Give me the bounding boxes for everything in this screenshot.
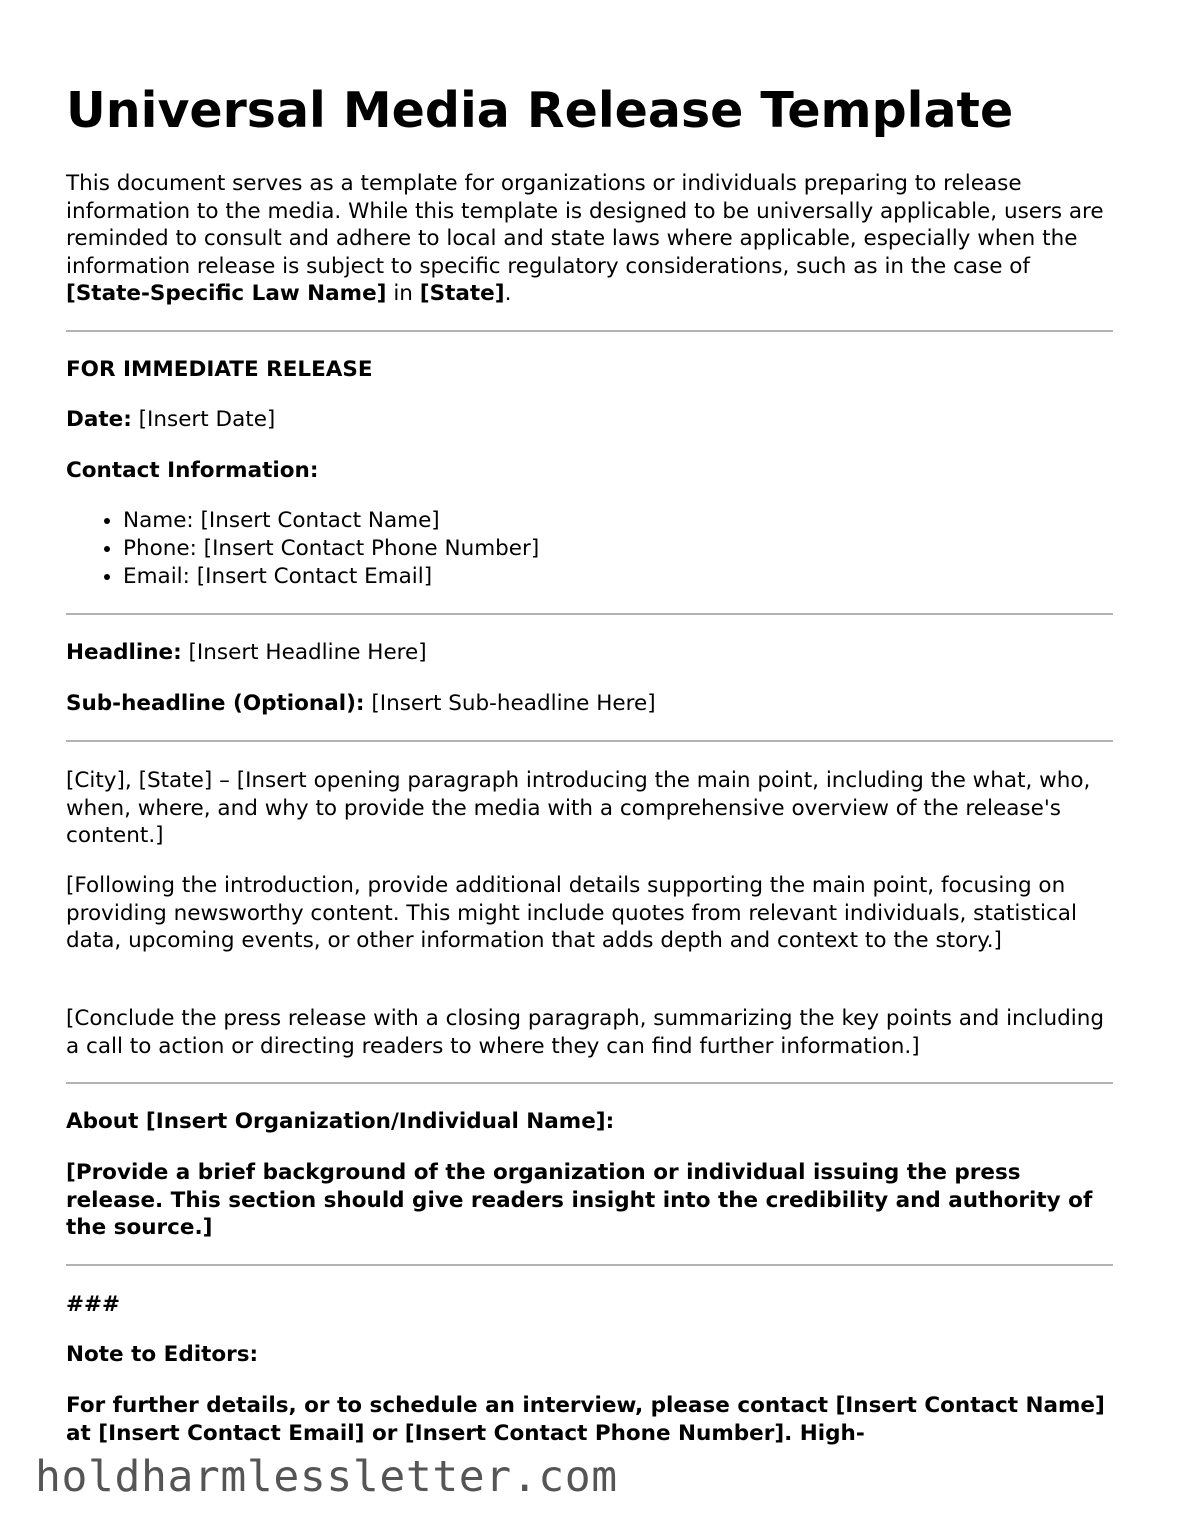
intro-text: This document serves as a template for organizations or individuals preparing to release information to the media. While this template is designed to be universally applicable, users are reminded to consult and adhere to local and state laws where applicable, especially when the information release is subject to specific regulatory considerations, such as in the case of <box>66 171 1104 279</box>
note-heading: Note to Editors: <box>66 1342 259 1367</box>
intro-law-name: [State-Specific Law Name] <box>66 281 387 306</box>
divider <box>66 613 1113 615</box>
contact-name-item: • Name: [Insert Contact Name] <box>123 507 539 535</box>
intro-end: . <box>504 281 512 306</box>
subheadline-value: [Insert Sub-headline Here] <box>364 691 656 716</box>
divider <box>66 740 1113 742</box>
about-text: [Provide a brief background of the organization or individual issuing the press release. This section should give readers insight into the credibility and authority of the source.] <box>66 1160 1093 1240</box>
note-text: For further details, or to schedule an interview, please contact [Insert Contact Name] at [Insert Contact Email] or [Insert Contact Phone Number]. High- <box>66 1393 1105 1446</box>
intro-in: in <box>386 281 420 306</box>
release-heading: FOR IMMEDIATE RELEASE <box>66 357 373 382</box>
headline-label: Headline: <box>66 640 182 665</box>
divider <box>66 1264 1113 1266</box>
intro-paragraph <box>66 170 1113 308</box>
contact-heading: Contact Information: <box>66 458 319 483</box>
headline-line <box>66 639 427 667</box>
subheadline-line <box>66 690 656 718</box>
contact-phone-item: • Phone: [Insert Contact Phone Number] <box>123 535 539 563</box>
about-heading: About [Insert Organization/Individual Name]: <box>66 1109 615 1134</box>
body-paragraph-2: [Following the introduction, provide additional details supporting the main point, focusing on providing newsworthy content. This might include quotes from relevant individuals, statistical data, upcoming events, or other information that adds depth and context to the story.] <box>66 873 1077 953</box>
date-line <box>66 406 275 434</box>
date-label: Date: <box>66 407 132 432</box>
divider <box>66 1082 1113 1084</box>
contact-email-item: • Email: [Insert Contact Email] <box>123 563 539 591</box>
date-value: [Insert Date] <box>131 407 276 432</box>
intro-state: [State] <box>419 281 505 306</box>
subheadline-label: Sub-headline (Optional): <box>66 691 365 716</box>
watermark: holdharmlessletter.com <box>35 1452 618 1502</box>
body-paragraph-3: [Conclude the press release with a closing paragraph, summarizing the key points and including a call to action or directing readers to where they can find further information.] <box>66 1006 1104 1059</box>
contact-list <box>66 507 539 591</box>
headline-value: [Insert Headline Here] <box>181 640 427 665</box>
divider <box>66 330 1113 332</box>
page-title: Universal Media Release Template <box>66 82 1014 139</box>
end-marker: ### <box>66 1292 121 1317</box>
body-paragraph-1: [City], [State] – [Insert opening paragraph introducing the main point, including the what, who, when, where, and why to provide the media with a comprehensive overview of the release's content.] <box>66 768 1091 848</box>
